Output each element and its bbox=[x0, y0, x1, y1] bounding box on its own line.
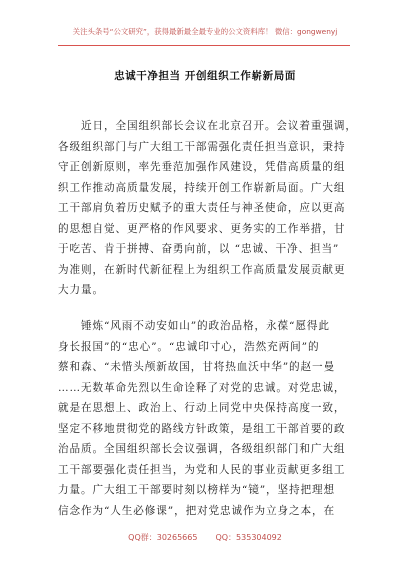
document-title: 忠诚干净担当 开创组织工作崭新局面 bbox=[114, 70, 296, 82]
paragraph-line: 信念作为“人生必修课”，把对党忠诚作为立身之本，在 bbox=[58, 504, 335, 517]
paragraph-line: 的思想自觉、更严格的作风要求、更务实的工作举措，甘 bbox=[58, 222, 346, 235]
footer-contact bbox=[40, 532, 370, 544]
paragraph-line: 坚定不移地贯彻党的路线方针政策，是组工干部首要的政 bbox=[58, 422, 346, 435]
paragraph-line: 蔡和森、“未惜头颅新故国，甘将热血沃中华”的赵一曼 bbox=[58, 361, 335, 373]
paragraph-line: 身长报国”的“忠心”。“忠诚印寸心，浩然充两间”的 bbox=[58, 340, 320, 353]
paragraph-line: 大力量。 bbox=[58, 284, 104, 296]
paragraph-line: 织工作推动高质量发展，持续开创工作崭新局面。广大组 bbox=[58, 181, 346, 194]
footer-qq-group: QQ群：30265665 bbox=[128, 533, 198, 542]
paragraph-2 bbox=[58, 316, 358, 521]
paragraph-line: 各级组织部门与广大组工干部需强化责任担当意识，秉持 bbox=[58, 140, 346, 153]
paragraph-line: 守正创新原则，率先垂范加强作风建设，凭借高质量的组 bbox=[58, 161, 346, 173]
header-banner: 关注头条号“公文研究”，获得最新最全最专业的公文资料库！ 微信：gongwenyj bbox=[72, 27, 338, 36]
paragraph-line: 于吃苦、肯于拼搏、奋勇向前，以 “忠诚、干净、担当” bbox=[58, 243, 340, 255]
footer-qq-number: QQ：535304092 bbox=[215, 533, 282, 542]
header-divider bbox=[58, 45, 350, 46]
paragraph-line: 工干部要强化责任担当，为党和人民的事业贡献更多组工 bbox=[58, 463, 346, 476]
paragraph-line: 工干部肩负着历史赋予的重大责任与神圣使命，应以更高 bbox=[58, 202, 346, 214]
paragraph-line: 近日，全国组织部长会议在北京召开。会议着重强调， bbox=[58, 120, 357, 132]
paragraph-line: 就是在思想上、政治上、行动上同党中央保持高度一致， bbox=[58, 402, 346, 414]
paragraph-line: 锤炼“风雨不动安如山”的政治品格，永葆“愿得此 bbox=[58, 320, 330, 332]
paragraph-line: ……无数革命先烈以生命诠释了对党的忠诚。对党忠诚， bbox=[58, 381, 346, 394]
paragraph-line: 为准则，在新时代新征程上为组织工作高质量发展贡献更 bbox=[58, 263, 346, 276]
paragraph-1 bbox=[58, 116, 358, 301]
paragraph-line: 力量。广大组工干部要时刻以榜样为“镜”，坚持把理想 bbox=[58, 484, 335, 496]
paragraph-line: 治品质。全国组织部长会议强调，各级组织部门和广大组 bbox=[58, 443, 346, 455]
